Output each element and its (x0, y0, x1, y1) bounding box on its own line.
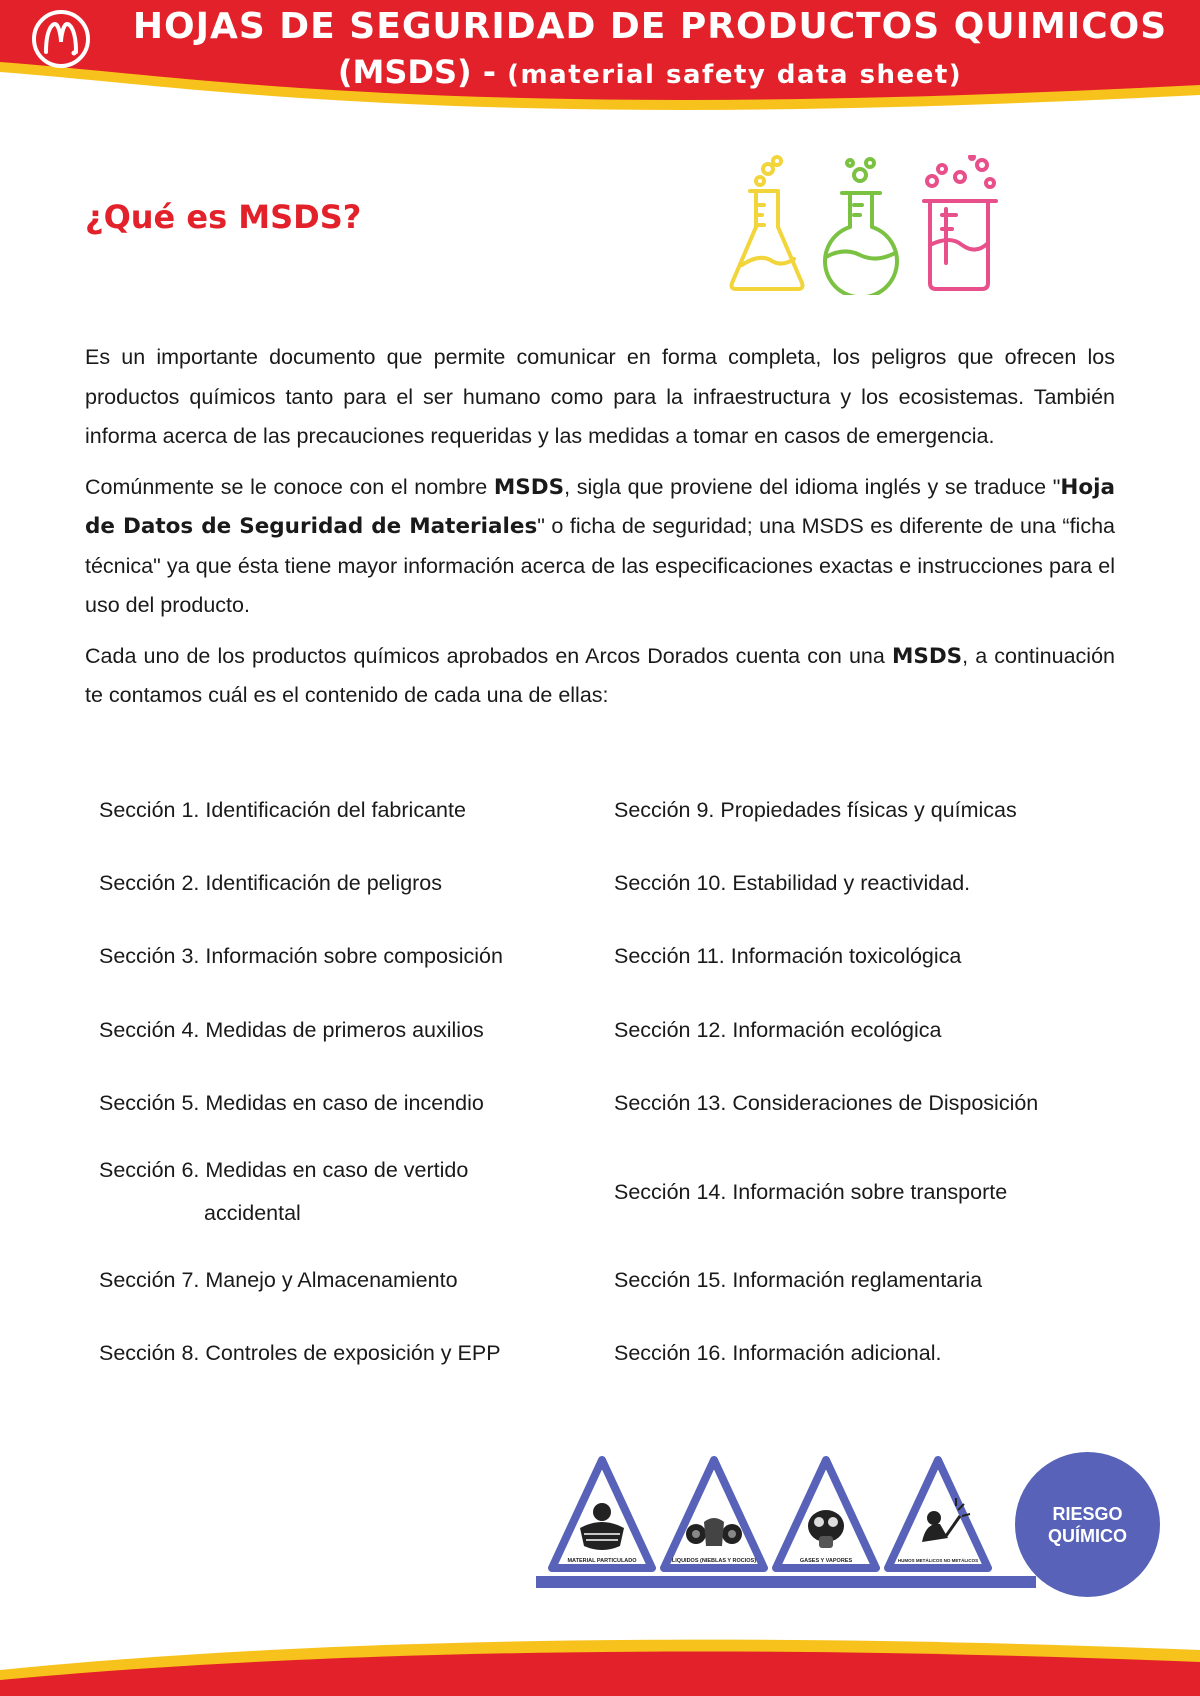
intro-p3-msds: MSDS (891, 643, 963, 669)
risk-badge (1015, 1452, 1160, 1597)
hazard-sign-liquids (664, 1460, 764, 1568)
risk-badge-line1: RIESGO (1052, 1503, 1123, 1524)
hazard-signs-strip (530, 1450, 1050, 1595)
hazard-label-3: GASES Y VAPORES (799, 1558, 853, 1564)
section-item-15: Sección 15. Información reglamentaria (614, 1268, 983, 1292)
risk-badge-line2: QUÍMICO (1048, 1525, 1127, 1546)
section-item-8: Sección 8. Controles de exposición y EPP (99, 1341, 501, 1365)
hazard-label-1: MATERIAL PARTICULADO (567, 1558, 637, 1564)
hazard-label-2: LIQUIDOS (NIEBLAS Y ROCIOS) (671, 1558, 757, 1564)
section-item-16: Sección 16. Información adicional. (614, 1341, 942, 1365)
round-flask-icon (825, 159, 897, 295)
section-item-3: Sección 3. Información sobre composición (99, 944, 503, 968)
intro-p2-text-e: " o ficha de seguridad; una MSDS es diferente de una “ficha técnica" ya que ésta tiene mayor información acerca de las especificaciones exactas e instrucciones para el uso del producto. (85, 514, 1115, 617)
erlenmeyer-flask-icon (732, 157, 803, 289)
beaker-icon (924, 155, 996, 289)
section-item-9: Sección 9. Propiedades físicas y químicas (614, 798, 1017, 822)
section-item-4: Sección 4. Medidas de primeros auxilios (99, 1018, 484, 1042)
header-title-english: (material safety data sheet) (507, 60, 963, 90)
footer-wave (0, 1630, 1200, 1696)
intro-paragraph-2 (85, 468, 1115, 626)
section-item-2: Sección 2. Identificación de peligros (99, 871, 443, 895)
hazard-label-4: HUMOS METÁLICOS NO METÁLICOS (897, 1558, 979, 1563)
intro-p3-text-c: , a continuación te contamos cuál es el contenido de cada una de ellas: (85, 643, 1115, 707)
hazard-sign-particulate (552, 1460, 652, 1568)
section-item-11: Sección 11. Información toxicológica (614, 944, 962, 968)
m-logo-icon (30, 8, 92, 70)
page-subtitle: ¿Qué es MSDS? (85, 198, 362, 236)
intro-p2-translation: Hoja de Datos de Seguridad de Materiales (85, 474, 1115, 539)
section-item-6: Sección 6. Medidas en caso de vertido (99, 1158, 469, 1182)
header-banner (0, 0, 1200, 120)
intro-text (85, 338, 1115, 727)
section-item-14: Sección 14. Información sobre transporte (614, 1180, 1008, 1204)
section-item-13: Sección 13. Consideraciones de Disposición (614, 1091, 1039, 1115)
intro-p2-text-c: , sigla que proviene del idioma inglés y se traduce " (564, 474, 1061, 499)
section-item-10: Sección 10. Estabilidad y reactividad. (614, 871, 971, 895)
hazard-base-bar (536, 1576, 1036, 1588)
section-item-7: Sección 7. Manejo y Almacenamiento (99, 1268, 458, 1292)
intro-paragraph-3 (85, 637, 1115, 716)
section-item-1: Sección 1. Identificación del fabricante (99, 798, 466, 822)
header-title-msds: (MSDS) (337, 53, 472, 91)
section-item-12: Sección 12. Información ecológica (614, 1018, 942, 1042)
lab-flasks-illustration (720, 155, 1100, 295)
header-title-line1: HOJAS DE SEGURIDAD DE PRODUCTOS QUIMICOS (132, 6, 1168, 47)
intro-p2-msds: MSDS (493, 474, 565, 500)
intro-p2-text-a: Comúnmente se le conoce con el nombre (85, 474, 494, 499)
hazard-sign-gases (776, 1460, 876, 1568)
header-title-line2 (110, 53, 1190, 91)
intro-p3-text-a: Cada uno de los productos químicos aprobados en Arcos Dorados cuenta con una (85, 643, 892, 668)
intro-paragraph-1: Es un importante documento que permite comunicar en forma completa, los peligros que ofrecen los productos químicos tanto para el ser humano como para la infraestructura y los ecosistemas. También informa acerca de las precauciones requeridas y las medidas a tomar en casos de emergencia. (85, 345, 1115, 448)
section-item-5: Sección 5. Medidas en caso de incendio (99, 1091, 484, 1115)
section-item-6-continued: accidental (204, 1201, 301, 1225)
header-title-dash: - (471, 53, 508, 91)
hazard-sign-fumes (888, 1460, 988, 1568)
